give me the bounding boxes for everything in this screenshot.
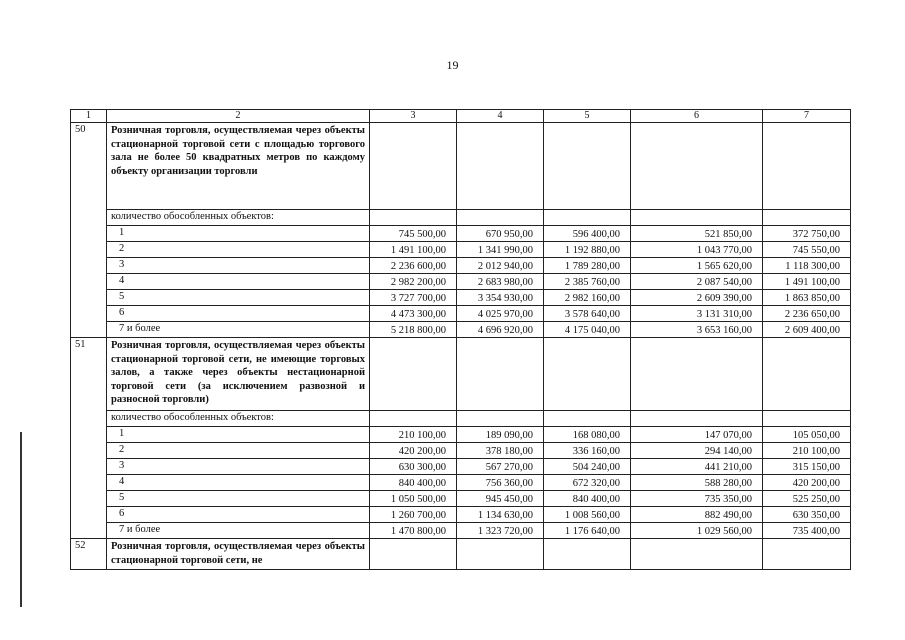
empty-cell bbox=[457, 539, 544, 570]
rate-value: 840 400,00 bbox=[544, 491, 631, 507]
rate-value: 4 473 300,00 bbox=[370, 306, 457, 322]
header-cell: 2 bbox=[107, 110, 370, 123]
empty-cell bbox=[370, 210, 457, 226]
empty-cell bbox=[370, 123, 457, 210]
table-row bbox=[71, 491, 851, 507]
rate-value: 1 491 100,00 bbox=[763, 274, 851, 290]
rate-value: 147 070,00 bbox=[631, 427, 763, 443]
rate-value: 1 260 700,00 bbox=[370, 507, 457, 523]
rate-value: 1 323 720,00 bbox=[457, 523, 544, 539]
table-row bbox=[71, 475, 851, 491]
rate-value: 1 008 560,00 bbox=[544, 507, 631, 523]
rate-value: 588 280,00 bbox=[631, 475, 763, 491]
rate-value: 5 218 800,00 bbox=[370, 322, 457, 338]
rate-value: 2 609 400,00 bbox=[763, 322, 851, 338]
table-row bbox=[71, 242, 851, 258]
object-count: 4 bbox=[107, 475, 370, 491]
empty-cell bbox=[631, 123, 763, 210]
rate-value: 2 385 760,00 bbox=[544, 274, 631, 290]
section-description: Розничная торговля, осуществляемая через объекты стационарной торговой сети с площадью торгового зала не более 50 квадратных метров по каждому объекту организации торговли bbox=[107, 123, 370, 210]
rate-value: 420 200,00 bbox=[370, 443, 457, 459]
rate-value: 189 090,00 bbox=[457, 427, 544, 443]
object-count: 5 bbox=[107, 290, 370, 306]
rate-value: 630 350,00 bbox=[763, 507, 851, 523]
empty-cell bbox=[457, 411, 544, 427]
empty-cell bbox=[544, 123, 631, 210]
page-number: 19 bbox=[446, 58, 459, 72]
rate-value: 630 300,00 bbox=[370, 459, 457, 475]
header-cell: 1 bbox=[71, 110, 107, 123]
table-row bbox=[71, 226, 851, 242]
rate-value: 2 236 600,00 bbox=[370, 258, 457, 274]
rate-value: 596 400,00 bbox=[544, 226, 631, 242]
rate-value: 756 360,00 bbox=[457, 475, 544, 491]
rate-value: 1 043 770,00 bbox=[631, 242, 763, 258]
table-row bbox=[71, 443, 851, 459]
object-count: 1 bbox=[107, 427, 370, 443]
subheading: количество обособленных объектов: bbox=[107, 411, 370, 427]
table-row bbox=[71, 507, 851, 523]
object-count: 2 bbox=[107, 443, 370, 459]
empty-cell bbox=[631, 338, 763, 411]
object-count: 3 bbox=[107, 258, 370, 274]
empty-cell bbox=[763, 123, 851, 210]
object-count: 5 bbox=[107, 491, 370, 507]
section-description: Розничная торговля, осуществляемая через объекты стационарной торговой сети, не bbox=[107, 539, 370, 570]
empty-cell bbox=[457, 123, 544, 210]
rate-value: 378 180,00 bbox=[457, 443, 544, 459]
scan-margin-line bbox=[20, 432, 22, 607]
object-count: 7 и более bbox=[107, 322, 370, 338]
table-row bbox=[71, 290, 851, 306]
table-row bbox=[71, 459, 851, 475]
rate-value: 945 450,00 bbox=[457, 491, 544, 507]
empty-cell bbox=[457, 338, 544, 411]
header-cell: 4 bbox=[457, 110, 544, 123]
rate-value: 3 354 930,00 bbox=[457, 290, 544, 306]
table-row bbox=[71, 523, 851, 539]
rate-value: 1 341 990,00 bbox=[457, 242, 544, 258]
rate-value: 210 100,00 bbox=[763, 443, 851, 459]
empty-cell bbox=[370, 539, 457, 570]
section-description: Розничная торговля, осуществляемая через объекты стационарной торговой сети, не имеющие торговых залов, а также через объекты нестационарной торговой сети (за исключением развозной и разносной торговли) bbox=[107, 338, 370, 411]
section-row bbox=[71, 123, 851, 210]
rate-value: 2 012 940,00 bbox=[457, 258, 544, 274]
table-row bbox=[71, 306, 851, 322]
empty-cell bbox=[544, 411, 631, 427]
rate-value: 441 210,00 bbox=[631, 459, 763, 475]
rate-value: 3 578 640,00 bbox=[544, 306, 631, 322]
empty-cell bbox=[457, 210, 544, 226]
rate-value: 521 850,00 bbox=[631, 226, 763, 242]
header-cell: 3 bbox=[370, 110, 457, 123]
rate-value: 1 470 800,00 bbox=[370, 523, 457, 539]
header-row bbox=[71, 110, 851, 123]
rate-value: 3 653 160,00 bbox=[631, 322, 763, 338]
table-row bbox=[71, 274, 851, 290]
header-cell: 6 bbox=[631, 110, 763, 123]
section-number: 50 bbox=[71, 123, 107, 338]
rate-value: 672 320,00 bbox=[544, 475, 631, 491]
rate-value: 3 131 310,00 bbox=[631, 306, 763, 322]
empty-cell bbox=[544, 539, 631, 570]
empty-cell bbox=[763, 411, 851, 427]
rate-value: 1 789 280,00 bbox=[544, 258, 631, 274]
subheading: количество обособленных объектов: bbox=[107, 210, 370, 226]
rate-value: 567 270,00 bbox=[457, 459, 544, 475]
empty-cell bbox=[544, 210, 631, 226]
subheading-row bbox=[71, 210, 851, 226]
rate-value: 2 982 200,00 bbox=[370, 274, 457, 290]
rate-value: 1 118 300,00 bbox=[763, 258, 851, 274]
rate-value: 1 192 880,00 bbox=[544, 242, 631, 258]
table-row bbox=[71, 258, 851, 274]
rate-value: 1 050 500,00 bbox=[370, 491, 457, 507]
empty-cell bbox=[631, 411, 763, 427]
object-count: 6 bbox=[107, 507, 370, 523]
empty-cell bbox=[544, 338, 631, 411]
rate-value: 105 050,00 bbox=[763, 427, 851, 443]
rate-value: 504 240,00 bbox=[544, 459, 631, 475]
object-count: 4 bbox=[107, 274, 370, 290]
rate-value: 1 565 620,00 bbox=[631, 258, 763, 274]
rate-value: 1 176 640,00 bbox=[544, 523, 631, 539]
rate-value: 2 087 540,00 bbox=[631, 274, 763, 290]
rate-value: 1 029 560,00 bbox=[631, 523, 763, 539]
rate-value: 745 500,00 bbox=[370, 226, 457, 242]
rate-value: 3 727 700,00 bbox=[370, 290, 457, 306]
tax-rate-table bbox=[70, 109, 851, 570]
object-count: 2 bbox=[107, 242, 370, 258]
object-count: 3 bbox=[107, 459, 370, 475]
rate-value: 315 150,00 bbox=[763, 459, 851, 475]
rate-value: 372 750,00 bbox=[763, 226, 851, 242]
section-row bbox=[71, 539, 851, 570]
object-count: 7 и более bbox=[107, 523, 370, 539]
rate-value: 840 400,00 bbox=[370, 475, 457, 491]
rate-value: 294 140,00 bbox=[631, 443, 763, 459]
rate-value: 1 863 850,00 bbox=[763, 290, 851, 306]
object-count: 6 bbox=[107, 306, 370, 322]
object-count: 1 bbox=[107, 226, 370, 242]
empty-cell bbox=[763, 338, 851, 411]
rate-value: 525 250,00 bbox=[763, 491, 851, 507]
rate-value: 420 200,00 bbox=[763, 475, 851, 491]
table-row bbox=[71, 322, 851, 338]
rate-value: 2 609 390,00 bbox=[631, 290, 763, 306]
table-row bbox=[71, 427, 851, 443]
empty-cell bbox=[370, 338, 457, 411]
section-number: 51 bbox=[71, 338, 107, 539]
rate-value: 4 696 920,00 bbox=[457, 322, 544, 338]
rate-value: 2 683 980,00 bbox=[457, 274, 544, 290]
rate-value: 168 080,00 bbox=[544, 427, 631, 443]
empty-cell bbox=[763, 539, 851, 570]
rate-value: 745 550,00 bbox=[763, 242, 851, 258]
empty-cell bbox=[631, 210, 763, 226]
rate-value: 882 490,00 bbox=[631, 507, 763, 523]
rate-value: 735 350,00 bbox=[631, 491, 763, 507]
empty-cell bbox=[763, 210, 851, 226]
subheading-row bbox=[71, 411, 851, 427]
rate-value: 2 236 650,00 bbox=[763, 306, 851, 322]
rate-value: 210 100,00 bbox=[370, 427, 457, 443]
rate-value: 735 400,00 bbox=[763, 523, 851, 539]
empty-cell bbox=[370, 411, 457, 427]
section-row bbox=[71, 338, 851, 411]
rate-value: 336 160,00 bbox=[544, 443, 631, 459]
rate-value: 2 982 160,00 bbox=[544, 290, 631, 306]
header-cell: 7 bbox=[763, 110, 851, 123]
rate-value: 4 025 970,00 bbox=[457, 306, 544, 322]
rate-value: 1 491 100,00 bbox=[370, 242, 457, 258]
rate-value: 1 134 630,00 bbox=[457, 507, 544, 523]
empty-cell bbox=[631, 539, 763, 570]
rate-value: 670 950,00 bbox=[457, 226, 544, 242]
section-number: 52 bbox=[71, 539, 107, 570]
header-cell: 5 bbox=[544, 110, 631, 123]
rate-value: 4 175 040,00 bbox=[544, 322, 631, 338]
